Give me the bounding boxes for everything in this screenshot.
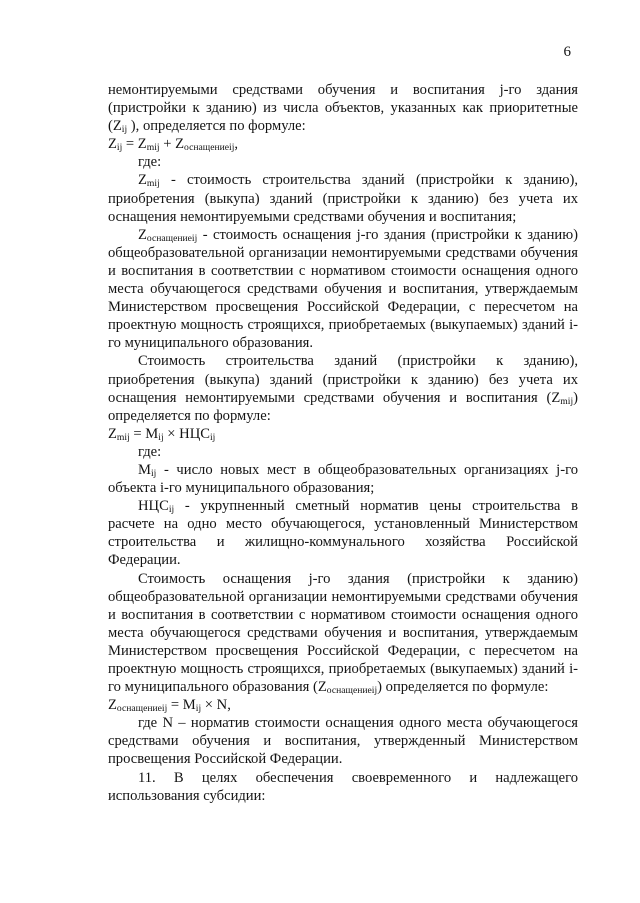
subscript: mij — [116, 431, 130, 443]
subscript: mij — [560, 395, 574, 407]
formula-symbol: Z — [108, 697, 117, 714]
paragraph-text: - стоимость оснащения j-го здания (пристройки к зданию) общеобразовательной организации немонтируемыми средствами обучения и воспитания в соответствии с нормативом стоимости оснащения одного места обучающегося средствами обучения и воспитания, утверждаемым Министерством просвещения Российской Федерации, с пересчетом на проектную мощность строящихся, приобретаемых (выкупаемых) зданий i-го муниципального образования. — [108, 226, 578, 352]
document-body — [108, 81, 578, 805]
subscript: оснащениеij — [146, 232, 198, 244]
subscript: mij — [146, 178, 160, 190]
definition-z-osnashchenie — [108, 226, 578, 353]
paragraph-text: ), определяется по формуле: — [127, 118, 306, 135]
formula-symbol: Z — [108, 425, 117, 442]
formula-symbol: , — [234, 136, 239, 153]
paragraph-text: - укрупненный сметный норматив цены строительства в расчете на одно место обучающегося, установленный Министерством строительства и жилищно-коммунального хозяйства Российской Федерации. — [108, 498, 578, 569]
paragraph-intro — [108, 81, 578, 135]
subscript: ij — [195, 703, 202, 715]
definition-m-ij — [108, 461, 578, 497]
formula-symbol: НЦС — [138, 498, 169, 515]
subscript: ij — [116, 142, 123, 154]
definition-n: где N – норматив стоимости оснащения одного места обучающегося средствами обучения и воспитания, утвержденный Министерством просвещения Российской Федерации. — [108, 715, 578, 768]
formula-z-ij — [108, 135, 578, 153]
subscript: оснащениеij — [116, 703, 168, 715]
subscript: mij — [146, 142, 160, 154]
paragraph-text: немонтируемыми средствами обучения и воспитания j-го здания (пристройки к зданию) из числа объектов, указанных как приоритетные (Z — [108, 82, 578, 135]
paragraph-equipment-cost — [108, 570, 578, 697]
paragraph-construction-cost — [108, 352, 578, 424]
subscript: ij — [209, 431, 216, 443]
formula-symbol: × N, — [201, 697, 231, 714]
paragraph-text: ) определяется по формуле: — [377, 679, 549, 696]
formula-symbol: Z — [138, 226, 147, 243]
paragraph-text: ) определяется по формуле: — [108, 389, 578, 424]
subscript: оснащениеij — [184, 142, 235, 154]
formula-symbol: = M — [129, 425, 159, 442]
subscript: ij — [168, 504, 175, 516]
formula-symbol: M — [138, 461, 151, 478]
page-number: 6 — [563, 44, 571, 60]
formula-symbol: = Z — [122, 136, 147, 153]
where-label: где: — [138, 154, 162, 171]
paragraph-item-11: 11. В целях обеспечения своевременного и надлежащего использования субсидии: — [108, 769, 578, 804]
paragraph-text: Стоимость строительства зданий (пристройки к зданию), приобретения (выкупа) зданий (пристройки к зданию) без учета их оснащения немонтируемыми средствами обучения и воспитания (Z — [108, 353, 578, 406]
formula-symbol: + Z — [159, 136, 185, 153]
definition-ncs-ij — [108, 497, 578, 569]
subscript: ij — [150, 467, 157, 479]
paragraph-text: Стоимость оснащения j-го здания (пристройки к зданию) общеобразовательной организации немонтируемыми средствами обучения и воспитания в соответствии с нормативом стоимости оснащения одного места обучающегося средствами обучения и воспитания, утверждаемым Министерством просвещения Российской Федерации, с пересчетом на проектную мощность строящихся, приобретаемых (выкупаемых) зданий i-го муниципального образования (Z — [108, 570, 578, 696]
formula-symbol: Z — [138, 172, 147, 189]
subscript: ij — [158, 431, 164, 443]
formula-z-mij — [108, 425, 578, 443]
definition-z-mij — [108, 171, 578, 225]
formula-symbol: Z — [108, 136, 117, 153]
where-label: где: — [138, 443, 162, 460]
paragraph-text: - стоимость строительства зданий (пристройки к зданию), приобретения (выкупа) зданий (пристройки к зданию) без учета их оснащения немонтируемыми средствами обучения и воспитания; — [108, 172, 578, 225]
paragraph-text: - число новых мест в общеобразовательных организациях j-го объекта i-го муниципального образования; — [108, 461, 578, 497]
formula-symbol: × НЦС — [163, 425, 210, 442]
subscript: оснащениеij — [326, 685, 378, 697]
formula-z-osnashchenie — [108, 696, 578, 714]
formula-symbol: = M — [167, 697, 196, 714]
subscript: ij — [121, 124, 128, 136]
